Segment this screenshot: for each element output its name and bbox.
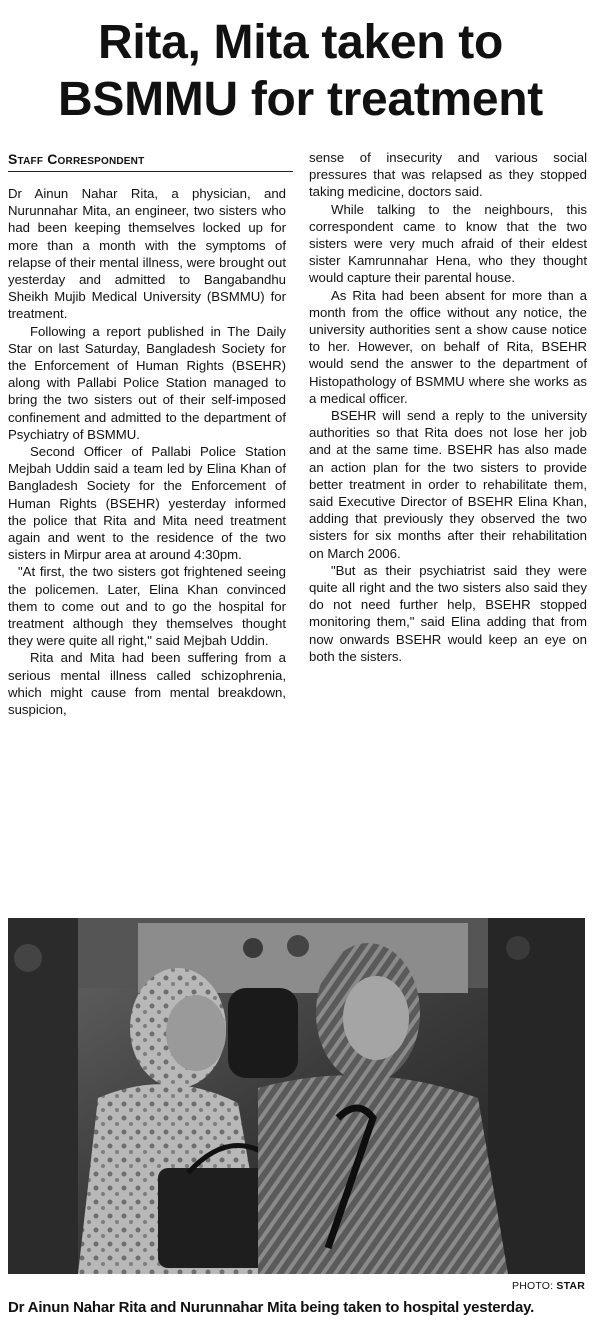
photo-credit-source: STAR — [556, 1280, 585, 1292]
photo-caption: Dr Ainun Nahar Rita and Nurunnahar Mita being taken to hospital yesterday. — [8, 1299, 535, 1316]
paragraph: While talking to the neighbours, this correspondent came to know that the two sisters were very much afraid of their eldest sister Kamrunnahar Hena, who they thought would capture their parental house. — [309, 201, 587, 286]
paragraph: As Rita had been absent for more than a month from the office without any notice, the university authorities sent a show cause notice to her. However, on behalf of Rita, BSEHR would send the answer to the department of Histopathology of BSMMU where she works as a medical officer. — [309, 287, 587, 406]
paragraph: Following a report published in The Daily Star on last Saturday, Bangladesh Society for the Enforcement of Human Rights (BSEHR) along with Pallabi Police Station managed to bring the two sisters out of their self-imposed confinement and admitted to the department of Psychiatry of BSMMU. — [8, 323, 286, 442]
article-column-left — [8, 185, 286, 718]
article-column-right — [309, 149, 587, 665]
paragraph: sense of insecurity and various social pressures that was relapsed as they stopped taking medicine, doctors said. — [309, 150, 587, 200]
byline: Staff Correspondent — [8, 151, 145, 167]
news-photo — [8, 918, 585, 1274]
paragraph: Dr Ainun Nahar Rita, a physician, and Nurunnahar Mita, an engineer, two sisters who had been keeping themselves locked up for more than a month with the symptoms of relapse of their mental illness, were brought out yesterday and admitted to Bangabandhu Sheikh Mujib Medical University (BSMMU) for treatment. — [8, 186, 286, 322]
headline — [8, 14, 593, 128]
headline-line-1: Rita, Mita taken to — [97, 16, 504, 69]
photo-credit-prefix: PHOTO: — [512, 1280, 557, 1292]
photo-illustration — [8, 918, 585, 1274]
photo-credit — [512, 1280, 585, 1292]
paragraph: Rita and Mita had been suffering from a serious mental illness called schizophrenia, which might cause from mental breakdown, suspicion, — [8, 650, 286, 718]
paragraph: "At first, the two sisters got frightened seeing the policemen. Later, Elina Khan convinced them to come out and to go the hospital for treatment although they themselves thought they were quite all right," said Mejbah Uddin. — [8, 564, 286, 649]
paragraph: BSEHR will send a reply to the university authorities so that Rita does not lose her job and at the same time. BSEHR has also made an action plan for the two sisters to provide better treatment in order to rehabilitate them, said Executive Director of BSEHR Elina Khan, adding that previously they observed the two sisters for six months after their rehabilitation on March 2006. — [309, 408, 587, 561]
paragraph: Second Officer of Pallabi Police Station Mejbah Uddin said a team led by Elina Khan of Bangladesh Society for the Enforcement of Human Rights (BSEHR) yesterday informed the police that Rita and Mita need treatment again and went to the residence of the two sisters in Mirpur area at around 4:30pm. — [8, 444, 286, 563]
headline-line-2: BSMMU for treatment — [58, 73, 543, 126]
paragraph: "But as their psychiatrist said they were quite all right and the two sisters also said they do not need further help, BSEHR stopped monitoring them," said Elina adding that from now onwards BSEHR would keep an eye on both the sisters. — [309, 562, 587, 664]
byline-rule — [8, 171, 293, 172]
